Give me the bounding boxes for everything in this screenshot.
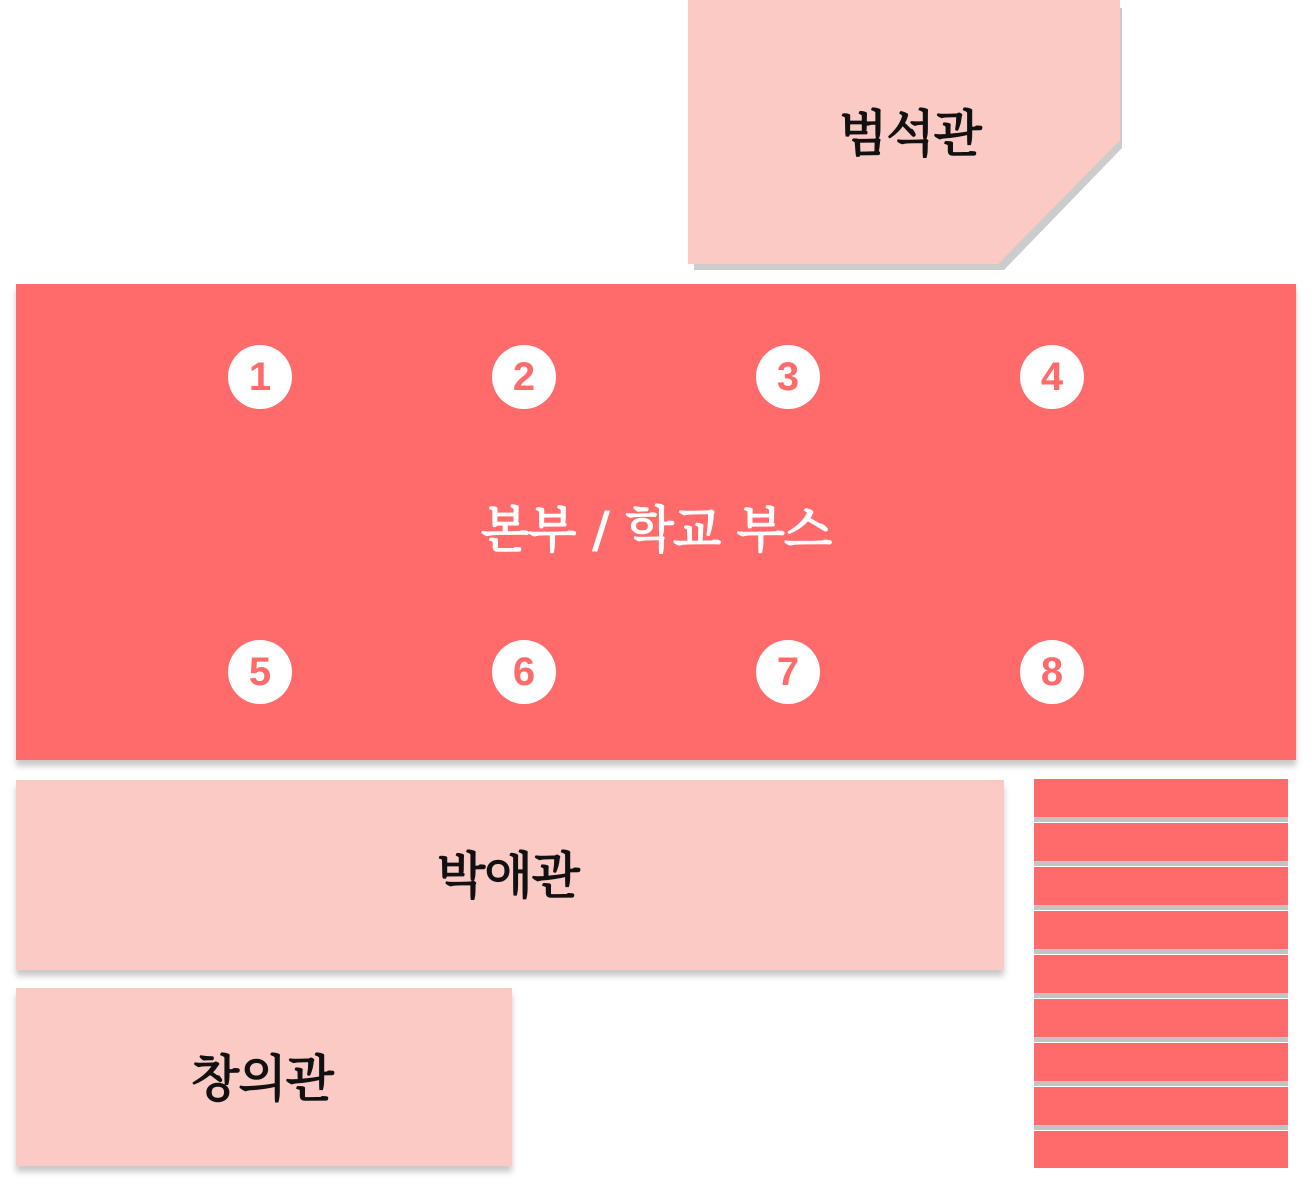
booth-6[interactable]: 6 — [492, 640, 556, 704]
building-baekae[interactable] — [16, 780, 1004, 970]
booth-8[interactable]: 8 — [1020, 640, 1084, 704]
booth-7[interactable]: 7 — [756, 640, 820, 704]
booth-2[interactable]: 2 — [492, 345, 556, 409]
building-beomseok[interactable] — [688, 0, 1120, 264]
stair-step — [1034, 911, 1288, 949]
main-booth-area-label: 본부 / 학교 부스 — [480, 501, 832, 559]
building-changui[interactable] — [16, 988, 512, 1166]
building-baekae-label: 박애관 — [437, 847, 579, 905]
stair-step — [1034, 999, 1288, 1037]
stair-step — [1034, 1043, 1288, 1081]
stair-step — [1034, 1131, 1288, 1168]
stair-step — [1034, 779, 1288, 817]
stair-step — [1034, 867, 1288, 905]
booth-4[interactable]: 4 — [1020, 345, 1084, 409]
stair-step — [1034, 1087, 1288, 1125]
booth-5[interactable]: 5 — [228, 640, 292, 704]
booth-1[interactable]: 1 — [228, 345, 292, 409]
stair-step — [1034, 823, 1288, 861]
stair-step — [1034, 955, 1288, 993]
building-changui-label: 창의관 — [191, 1050, 333, 1108]
building-beomseok-label: 범석관 — [839, 105, 981, 163]
booth-3[interactable]: 3 — [756, 345, 820, 409]
